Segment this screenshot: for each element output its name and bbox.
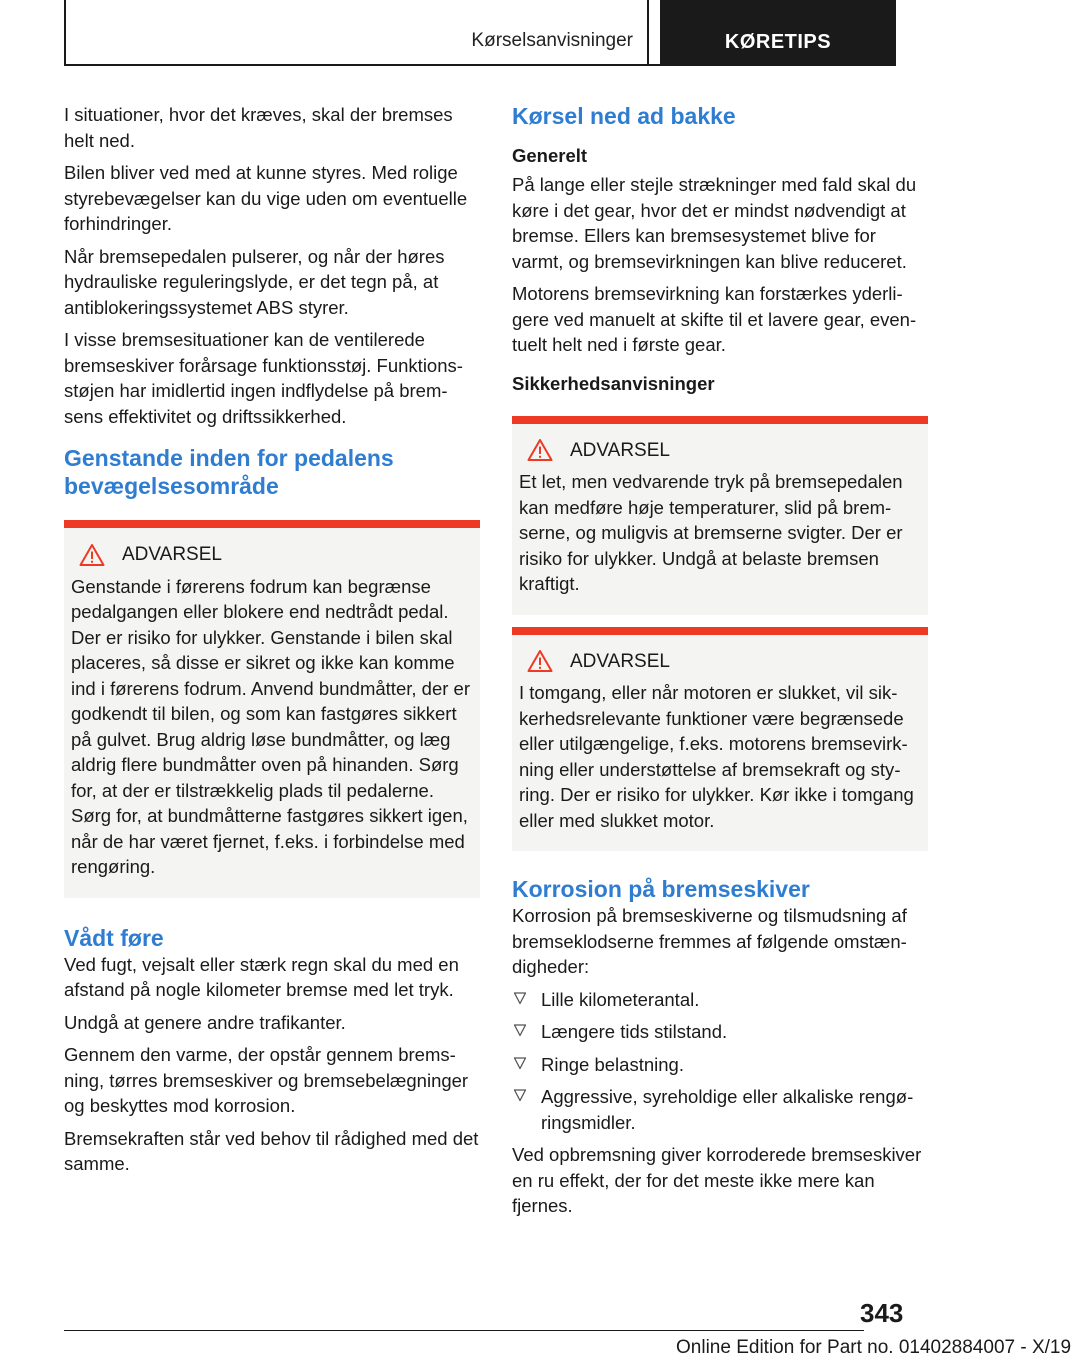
warning-label: ADVARSEL: [122, 544, 222, 565]
warning-box: [512, 627, 928, 852]
bullet-list: [512, 987, 928, 1136]
section-title: Kørselsanvisninger: [471, 30, 633, 51]
header-section-title: [64, 0, 649, 64]
paragraph: Ved fugt, vejsalt eller stærk regn skal du med en afstand på nogle kilometer bremse med let tryk.: [64, 953, 459, 1000]
list-item: [512, 1084, 928, 1135]
warning-title: [519, 438, 920, 464]
paragraph: Ved opbremsning giver korroderede bremseskiver en ru effekt, der for det meste ikke mere kan fjernes.: [512, 1144, 922, 1216]
subheading-general: Generelt: [512, 145, 588, 166]
paragraph: Gennem den varme, der opstår gennem bremsning, tørres bremseskiver og bremsebelægninger og beskyttes mod korrosion.: [64, 1044, 469, 1116]
warning-text: I tomgang, eller når motoren er slukket, vil sikkerhedsrelevante funktioner være begrænsede eller utilgængelige, f.eks. motorens bremsevirkning eller understøttelse af bremsekraft og styring. Der er risiko for ulykker. Kør ikke i tomgang eller med slukket motor.: [519, 682, 914, 831]
header-chapter-tab: [660, 0, 896, 66]
warning-label: ADVARSEL: [570, 650, 670, 672]
heading-corrosion: Korrosion på bremseskiver: [512, 876, 810, 902]
paragraph: Undgå at genere andre trafikanter.: [64, 1011, 346, 1033]
warning-title: [519, 649, 920, 675]
list-item-text: Ringe belastning.: [541, 1053, 684, 1075]
list-item-text: Aggressive, syreholdige eller alkaliske rengøringsmidler.: [541, 1086, 914, 1133]
bullet-triangle-icon: [513, 1087, 527, 1103]
paragraph: I situationer, hvor det kræves, skal der bremses helt ned.: [64, 104, 453, 151]
subheading-safety: Sikkerhedsanvisninger: [512, 372, 715, 394]
footer-rule: [64, 1330, 864, 1331]
bullet-triangle-icon: [513, 1055, 527, 1071]
warning-box: [64, 520, 480, 898]
page-number: 343: [860, 1298, 904, 1328]
warning-text: Et let, men vedvarende tryk på bremsepedalen kan medføre høje temperaturer, slid på bremserne, og muligvis at bremserne svigter. Der er risiko for ulykker. Undgå at belaste bremsen kraftigt.: [519, 471, 903, 594]
warning-title: [71, 542, 472, 568]
paragraph: Bilen bliver ved med at kunne styres. Med rolige styrebevægelser kan du vige uden om eventuelle forhindringer.: [64, 162, 468, 234]
warning-text: Genstande i førerens fodrum kan begrænse pedalgangen eller blokere end nedtrådt pedal. Der er risiko for ulykker. Genstande i bilen skal placeres, så disse er sikret og ikke kan komme ind i førerens fodrum. Anvend bundmåtter, der er godkendt til bilen, og som kan fastgøres sikkert på gulvet. Brug aldrig løse bundmåtter, og læg aldrig flere bundmåtter oven på hinanden. Sørg for, at der er tilstrækkelig plads til pedalerne. Sørg for, at bundmåtterne fastgøres sikkert igen, når de har været fjernet, f.eks. i forbindelse med rengøring.: [71, 575, 470, 877]
warning-triangle-icon: [527, 649, 553, 673]
right-column: [512, 102, 928, 1226]
header-rule: [64, 64, 896, 66]
paragraph: Motorens bremsevirkning kan forstærkes yderligere ved manuelt at skifte til et lavere gear, eventuelt helt ned i første gear.: [512, 283, 917, 355]
list-item: [512, 1052, 928, 1078]
warning-box: [512, 416, 928, 615]
warning-triangle-icon: [79, 543, 105, 567]
paragraph: Når bremsepedalen pulserer, og når der høres hydrauliske reguleringslyde, er det tegn på, at antiblokeringssystemet ABS styrer.: [64, 245, 445, 318]
paragraph: Bremsekraften står ved behov til rådighed med det samme.: [64, 1127, 479, 1174]
left-column: [64, 102, 480, 1184]
paragraph: I visse bremsesituationer kan de ventilerede bremseskiver forårsage funktionsstøj. Funktionsstøjen har imidlertid ingen indflydelse på bremsens effektivitet og driftssikkerhed.: [64, 329, 463, 427]
heading-wet-conditions: Vådt føre: [64, 924, 164, 951]
paragraph: På lange eller stejle strækninger med fald skal du køre i det gear, hvor det er mindst nødvendigt at bremse. Ellers kan bremsesystemet blive for varmt, og bremsevirkningen kan blive reduceret.: [512, 174, 917, 272]
warning-triangle-icon: [527, 438, 553, 462]
chapter-title: KØRETIPS: [724, 31, 832, 53]
list-item-text: Lille kilometerantal.: [541, 988, 700, 1010]
list-item: [512, 1019, 928, 1045]
heading-pedal-objects: Genstande inden for pedalens bevægelsesområde: [64, 445, 394, 499]
bullet-triangle-icon: [513, 1022, 527, 1038]
bullet-triangle-icon: [513, 990, 527, 1006]
list-item: [512, 987, 928, 1013]
list-item-text: Længere tids stilstand.: [541, 1021, 728, 1042]
heading-downhill: Kørsel ned ad bakke: [512, 103, 736, 129]
paragraph: Korrosion på bremseskiverne og tilsmudsning af bremseklodserne fremmes af følgende omstændigheder:: [512, 905, 907, 977]
edition-note: Online Edition for Part no. 01402884007 - X/19: [676, 1337, 1071, 1358]
warning-label: ADVARSEL: [570, 439, 670, 461]
